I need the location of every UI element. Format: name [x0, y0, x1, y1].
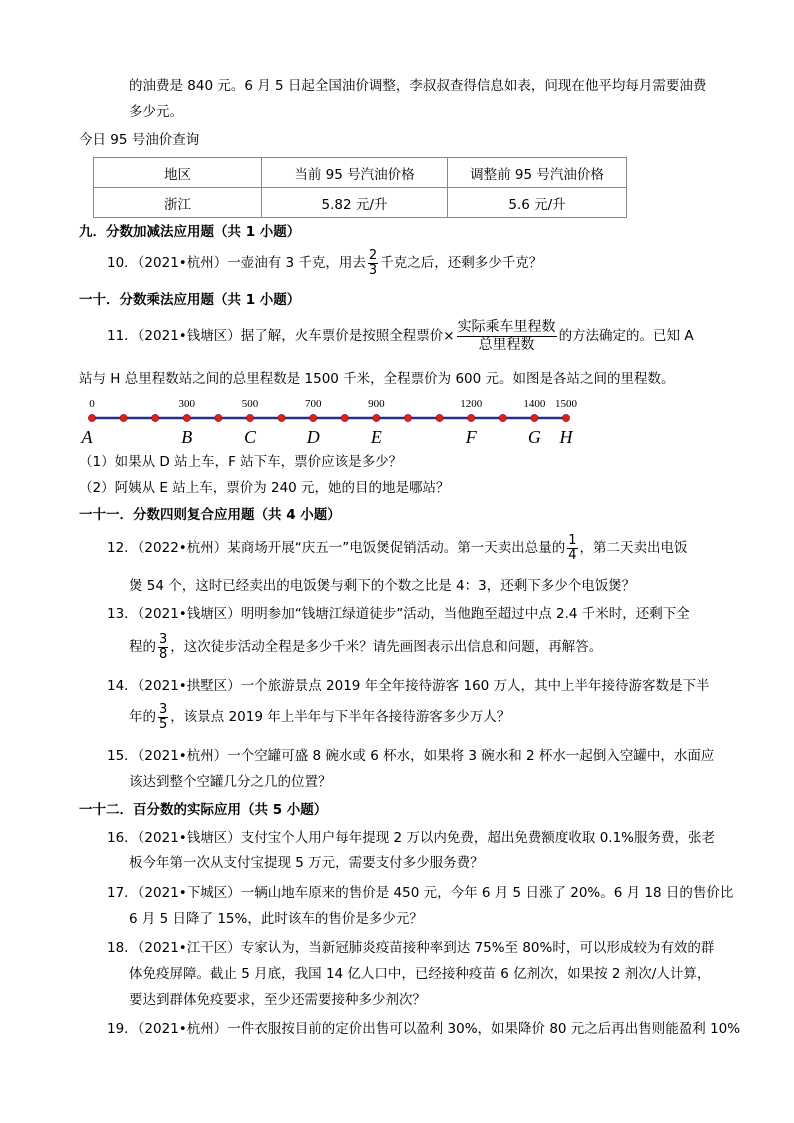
q17-line-2: 6 月 5 日降了 15%，此时该车的售价是多少元？ [129, 911, 423, 927]
fraction [368, 249, 378, 278]
q11-sub-1: （1）如果从 D 站上车，F 站下车，票价应该是多少？ [79, 454, 403, 470]
question-16: 16．（2021•钱塘区）支付宝个人用户每年提现 2 万以内免费，超出免费额度收取 0.1%服务费，张老 [107, 830, 716, 846]
station-label: D [306, 427, 320, 447]
number-line-dot [499, 414, 506, 421]
fraction [567, 534, 577, 563]
tick-label: 0 [89, 398, 95, 410]
q11-line-2: 站与 H 总里程数站之间的总里程数是 1500 千米，全程票价为 600 元。如图是各站之间的里程数。 [79, 371, 675, 387]
q14-text-a: 年的 [129, 709, 156, 725]
number-line-dot [246, 414, 253, 421]
q16-line-2: 板今年第一次从支付宝提现 5 万元，需要支付多少服务费？ [129, 855, 484, 871]
question-10 [107, 246, 542, 280]
q10-text-a: 10．（2021•杭州）一壶油有 3 千克，用去 [107, 255, 366, 271]
q18-line-2: 体免疫屏障。截止 5 月底，我国 14 亿人口中，已经接种疫苗 6 亿剂次，如果按 2 剂次/人计算， [129, 966, 711, 982]
section-heading-9: 九．分数加减法应用题（共 1 小题） [79, 224, 301, 240]
table-cell: 5.82 元/升 [262, 188, 448, 218]
tick-label: 700 [304, 398, 322, 410]
fraction [158, 633, 168, 662]
q15-line-2: 该达到整个空罐几分之几的位置？ [129, 774, 332, 790]
question-18: 18．（2021•江干区）专家认为，当新冠肺炎疫苗接种率到达 75%至 80%时，可以形成较为有效的群 [107, 940, 715, 956]
number-line-dot [468, 414, 475, 421]
number-line-dot [120, 414, 127, 421]
number-line-dot [404, 414, 411, 421]
station-label: F [465, 427, 477, 447]
q11-text-a: 11．（2021•钱塘区）据了解，火车票价是按照全程票价× [107, 328, 455, 344]
table-row [94, 188, 627, 218]
table-cell: 5.6 元/升 [448, 188, 627, 218]
question-17: 17．（2021•下城区）一辆山地车原来的售价是 450 元，今年 6 月 5 日涨了 20%。6 月 18 日的售价比 [107, 885, 734, 901]
section-heading-12: 一十二．百分数的实际应用（共 5 小题） [79, 802, 328, 818]
q10-text-b: 千克之后，还剩多少千克？ [380, 255, 543, 271]
station-label: B [181, 427, 193, 447]
station-label: A [81, 427, 93, 447]
tick-label: 1200 [460, 398, 483, 410]
question-13: 13．（2021•钱塘区）明明参加“钱塘江绿道徒步”活动，当他跑至超过中点 2.4 千米时，还剩下全 [107, 606, 690, 622]
fraction-numerator: 3 [159, 701, 168, 717]
question-14: 14．（2021•拱墅区）一个旅游景点 2019 年全年接待游客 160 万人，其中上半年接待游客数是下半 [107, 678, 710, 694]
fraction-numerator: 2 [368, 247, 378, 263]
number-line-dot [562, 414, 569, 421]
q13-text-b: ，这次徒步活动全程是多少千米？请先画图表示出信息和问题，再解答。 [170, 639, 603, 655]
question-11 [107, 315, 694, 357]
fraction-numerator: 1 [568, 532, 577, 548]
q13-text-a: 程的 [129, 639, 156, 655]
question-19: 19．（2021•杭州）一件衣服按目前的定价出售可以盈利 30%，如果降价 80 元之后再出售则能盈利 10% [107, 1021, 741, 1037]
table-header-cell: 当前 95 号汽油价格 [262, 158, 448, 188]
table-header-row [94, 158, 627, 188]
oil-price-table [93, 157, 627, 218]
fraction [158, 703, 168, 732]
station-label: C [243, 427, 257, 447]
q18-line-3: 要达到群体免疫要求，至少还需要接种多少剂次？ [129, 992, 426, 1008]
number-line-dot [183, 414, 190, 421]
section-heading-11: 一十一．分数四则复合应用题（共 4 小题） [79, 507, 341, 523]
table-header-cell: 地区 [94, 158, 262, 188]
q13-line-2 [129, 628, 602, 666]
number-line-dot [436, 414, 443, 421]
table-header-cell: 调整前 95 号汽油价格 [448, 158, 627, 188]
fraction-denominator: 总里程数 [478, 336, 535, 353]
fraction-denominator: 5 [159, 716, 168, 732]
number-line-dot [531, 414, 538, 421]
q11-sub-2: （2）阿姨从 E 站上车，票价为 240 元，她的目的地是哪站？ [79, 480, 450, 496]
q14-line-2 [129, 698, 510, 736]
fraction-denominator: 8 [159, 646, 168, 662]
tick-label: 1400 [523, 398, 546, 410]
question-12 [107, 529, 688, 567]
oil-table-caption: 今日 95 号油价查询 [79, 132, 200, 148]
fraction-denominator: 4 [568, 547, 577, 563]
tick-label: 500 [241, 398, 259, 410]
section-heading-10: 一十．分数乘法应用题（共 1 小题） [79, 292, 301, 308]
q12-text-b: ，第二天卖出电饭 [579, 540, 688, 556]
intro-line-1: 的油费是 840 元。6 月 5 日起全国油价调整，李叔叔查得信息如表，问现在他平均每月需要油费 [129, 78, 707, 94]
mileage-number-line [76, 392, 596, 448]
fraction-numerator: 实际乘车里程数 [457, 318, 556, 335]
fraction-denominator: 3 [368, 262, 378, 278]
q12-line-2: 煲 54 个，这时已经卖出的电饭煲与剩下的个数之比是 4：3，还剩下多少个电饭煲？ [129, 578, 636, 594]
fraction-numerator: 3 [159, 631, 168, 647]
q14-text-b: ，该景点 2019 年上半年与下半年各接待游客多少万人？ [170, 709, 511, 725]
intro-line-2: 多少元。 [129, 104, 183, 120]
tick-label: 900 [368, 398, 385, 410]
number-line-dot [341, 414, 348, 421]
table-cell: 浙江 [94, 188, 262, 218]
number-line-dot [373, 414, 380, 421]
station-label: H [559, 427, 573, 447]
station-label: G [527, 427, 541, 447]
question-15: 15．（2021•杭州）一个空罐可盛 8 碗水或 6 杯水，如果将 3 碗水和 2 杯水一起倒入空罐中，水面应 [107, 748, 715, 764]
tick-label: 1500 [555, 398, 577, 410]
q12-text-a: 12．（2022•杭州）某商场开展“庆五一”电饭煲促销活动。第一天卖出总量的 [107, 540, 566, 556]
number-line-dot [215, 414, 222, 421]
number-line-dot [278, 414, 285, 421]
fraction [457, 319, 557, 354]
number-line-dot [152, 414, 159, 421]
tick-label: 300 [178, 398, 196, 410]
q11-text-b: 的方法确定的。已知 A [558, 328, 694, 344]
station-label: E [370, 427, 382, 447]
number-line-dot [310, 414, 317, 421]
number-line-dot [88, 414, 95, 421]
